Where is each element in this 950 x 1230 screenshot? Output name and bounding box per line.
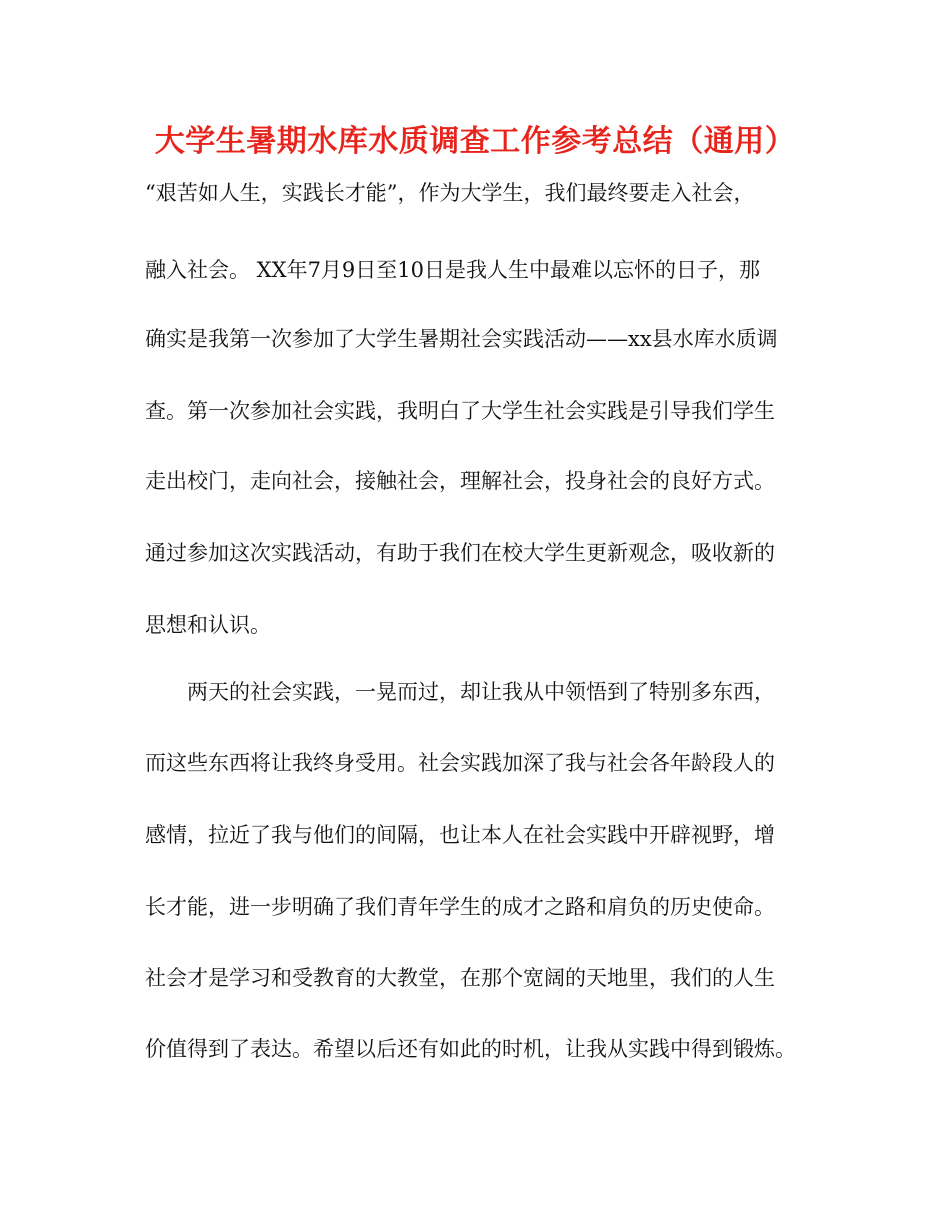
paragraph-line-10: 感情，拉近了我与他们的间隔，也让本人在社会实践中开辟视野，增 <box>145 823 775 847</box>
paragraph-line-5: 走出校门，走向社会，接触社会，理解社会，投身社会的良好方式。 <box>145 469 775 493</box>
paragraph-line-13: 价值得到了表达。希望以后还有如此的时机，让我从实践中得到锻炼。 <box>145 1037 796 1061</box>
paragraph-line-2: 融入社会。 XX年7月9日至10日是我人生中最难以忘怀的日子，那 <box>145 258 761 282</box>
paragraph-line-8: 两天的社会实践，一晃而过，却让我从中领悟到了特别多东西， <box>187 680 775 704</box>
paragraph-line-12: 社会才是学习和受教育的大教堂，在那个宽阔的天地里，我们的人生 <box>145 966 775 990</box>
paragraph-line-3: 确实是我第一次参加了大学生暑期社会实践活动——xx县水库水质调 <box>145 327 778 351</box>
paragraph-line-9: 而这些东西将让我终身受用。社会实践加深了我与社会各年龄段人的 <box>145 751 775 775</box>
document-title: 大学生暑期水库水质调查工作参考总结（通用） <box>154 124 796 159</box>
paragraph-line-7: 思想和认识。 <box>145 613 271 637</box>
paragraph-line-1: “艰苦如人生，实践长才能”，作为大学生，我们最终要走入社会， <box>145 181 755 205</box>
paragraph-line-4: 查。第一次参加社会实践，我明白了大学生社会实践是引导我们学生 <box>145 399 775 423</box>
paragraph-line-6: 通过参加这次实践活动，有助于我们在校大学生更新观念，吸收新的 <box>145 541 775 565</box>
paragraph-line-11: 长才能，进一步明确了我们青年学生的成才之路和肩负的历史使命。 <box>145 895 775 919</box>
